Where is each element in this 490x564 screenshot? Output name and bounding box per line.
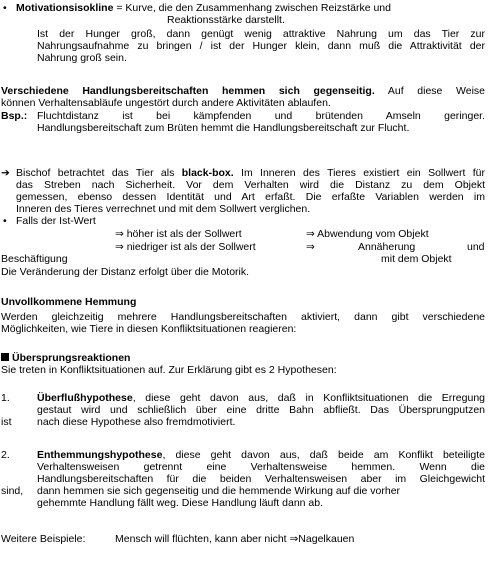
unvoll-line2: Möglichkeiten, wie Tiere in diesen Konfliktsituationen reagieren: [1, 323, 297, 335]
beschaeftigung: Beschäftigung [1, 253, 68, 265]
falls-bullet: • [3, 215, 7, 227]
hemmen-heading: Verschiedene Handlungsbereitschaften hemmen sich gegenseitig. [1, 85, 375, 97]
case2-arrow: ⇒ [306, 241, 315, 253]
bsp-line1: Fluchtdistanz ist bei kämpfenden und brütenden Amseln geringer. [37, 110, 485, 122]
bischof-line4: Inneren des Tieres verrechnet und mit dem Sollwert verglichen. [16, 203, 311, 215]
hyp2-line3: Handlungsbereitschaften für die beiden Verhaltensweisen aber im Gleichgewicht [37, 473, 485, 485]
hyp2-rest: , diese geht davon aus, daß beide am Konflikt beteiligte [162, 449, 485, 461]
bischof-pre: Bischof betrachtet das Tier als [16, 167, 175, 179]
hemmen-line2: können Verhaltensabläufe ungestört durch andere Aktivitäten ablaufen. [1, 97, 331, 109]
hyp1-line3: nach diese Hypothese also fremdmotiviert. [37, 416, 236, 428]
hyp2-term: Enthemmungshypothese [37, 449, 163, 461]
motiv-p1: Ist der Hunger groß, dann genügt wenig attraktive Nahrung um das Tier zur [37, 28, 485, 40]
unvoll-line1: Werden gleichzeitig mehrere Handlungsbereitschaften aktiviert, dann gibt verschiedene [1, 311, 485, 323]
hemmen-rest1: Auf diese Weise [387, 85, 485, 97]
case2-condition: ⇒ niedriger ist als der Sollwert [115, 241, 256, 253]
bsp-line2: Handlungsbereitschaft zum Brüten hemmt die Handlungsbereitschaft zur Flucht. [37, 122, 410, 134]
hyp2-number: 2. [1, 449, 10, 461]
hyp1-term: Überflußhypothese [37, 392, 133, 404]
motiv-bullet: • [3, 2, 7, 14]
arrow-icon: ➔ [1, 167, 10, 179]
motiv-p2: Nahrungsaufnahme zu bringen / ist der Hunger klein, dann muß die Attraktivität der [37, 40, 485, 52]
case2-annaeherung: Annäherung [358, 241, 416, 253]
motorik-line: Die Veränderung der Distanz erfolgt über die Motorik. [1, 266, 250, 278]
case1-condition: ⇒ höher ist als der Sollwert [115, 228, 242, 240]
bsp-label: Bsp.: [1, 110, 28, 122]
case2-und: und [467, 241, 485, 253]
mit-dem-objekt: mit dem Objekt [381, 253, 452, 265]
hyp2-line5: gehemmte Handlung fällt weg. Diese Handlung läuft dann ab. [37, 497, 324, 509]
ueber-heading-row [1, 352, 130, 364]
bischof-line3: gemessen, ebenso dessen Identität und Art erfaßt. Die erfaßte Variablen werden im [16, 191, 485, 203]
hyp1-ist: ist [1, 416, 12, 428]
bischof-line2: das Streben nach Sicherheit. Vor dem Verhalten wird die Distanz zu dem Objekt [16, 179, 485, 191]
motiv-term: Motivationsisokline [16, 2, 114, 14]
hyp1-line2: gestaut wird und schließlich über eine dritte Bahn abfließt. Das Übersprungputzen [37, 404, 485, 416]
hyp1-number: 1. [1, 392, 10, 404]
weitere-label: Weitere Beispiele: [1, 533, 86, 545]
hyp2-line2: Verhaltensweisen getrennt eine Verhaltensweise hemmen. Wenn die [37, 461, 485, 473]
hyp1-rest: , diese geht davon aus, daß in Konfliktsituationen die Erregung [132, 392, 485, 404]
hyp2-line1 [37, 449, 485, 461]
motiv-p3: Nahrung groß sein. [37, 52, 127, 64]
case1-result: ⇒ Abwendung vom Objekt [306, 228, 429, 240]
hyp2-sind: sind, [1, 485, 24, 497]
hyp2-line4: dann hemmen sie sich gegenseitig und die hemmende Wirkung auf die vorher [37, 485, 401, 497]
square-bullet-icon [1, 353, 9, 361]
motiv-def2: Reaktionsstärke darstellt. [167, 14, 285, 26]
weitere-text: Mensch will flüchten, kann aber nicht ⇒Nagelkauen [115, 533, 355, 545]
ueber-heading: Übersprungsreaktionen [12, 352, 131, 364]
black-box-term: black-box. [181, 167, 234, 179]
falls-label: Falls der Ist-Wert [16, 215, 96, 227]
unvoll-heading: Unvollkommene Hemmung [1, 296, 137, 308]
bischof-post: Im Inneren des Tieres existiert ein Sollwert für [241, 167, 486, 179]
motiv-def1: = Kurve, die den Zusammenhang zwischen Reizstärke und [116, 2, 391, 14]
motiv-definition-line1 [16, 2, 391, 14]
bischof-line1 [16, 167, 485, 179]
ueber-intro: Sie treten in Konfliktsituationen auf. Zur Erklärung gibt es 2 Hypothesen: [1, 364, 337, 376]
hemmen-line1 [1, 85, 485, 97]
hyp1-line1 [37, 392, 485, 404]
